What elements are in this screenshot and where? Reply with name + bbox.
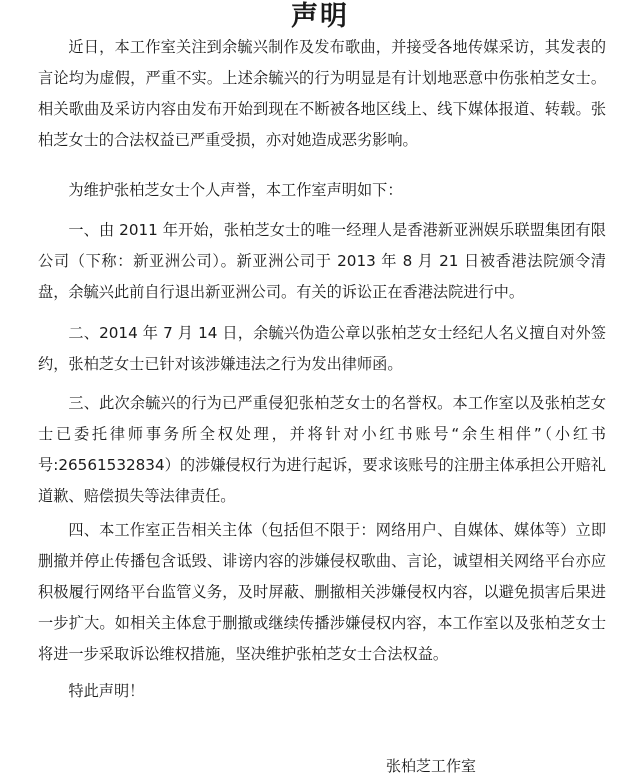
- paragraph-declaration-lead: 为维护张柏芝女士个人声誉，本工作室声明如下：: [68, 181, 403, 199]
- paragraph-item-4: 四、本工作室正告相关主体（包括但不限于：网络用户、自媒体、媒体等）立即删撤并停止传播包含诋毁、诽谤内容的涉嫌侵权歌曲、言论，诚望相关网络平台亦应积极履行网络平台监管义务，及时屏蔽、删撤相关涉嫌侵权内容，以避免损害后果进一步扩大。如相关主体怠于删撤或继续传播涉嫌侵权内容，本工作室以及张柏芝女士将进一步采取诉讼维权措施，坚决维护张柏芝女士合法权益。: [38, 521, 606, 663]
- paragraph-item-3: 三、此次余毓兴的行为已严重侵犯张柏芝女士的名誉权。本工作室以及张柏芝女士已委托律师事务所全权处理，并将针对小红书账号“余生相伴”（小红书号:26561532834）的涉嫌侵权行为进行起诉，要求该账号的注册主体承担公开赔礼道歉、赔偿损失等法律责任。: [38, 394, 606, 505]
- document-title: 声明: [291, 1, 349, 32]
- paragraph-intro: 近日，本工作室关注到余毓兴制作及发布歌曲，并接受各地传媒采访，其发表的言论均为虚假，严重不实。上述余毓兴的行为明显是有计划地恶意中伤张柏芝女士。相关歌曲及采访内容由发布开始到现在不断被各地区线上、线下媒体报道、转载。张柏芝女士的合法权益已严重受损，亦对她造成恶劣影响。: [38, 38, 606, 149]
- paragraph-closing: 特此声明！: [68, 682, 145, 700]
- signature: 张柏芝工作室: [386, 757, 477, 775]
- paragraph-item-2: 二、2014 年 7 月 14 日，余毓兴伪造公章以张柏芝女士经纪人名义擅自对外签约，张柏芝女士已针对该涉嫌违法之行为发出律师函。: [38, 324, 606, 373]
- paragraph-item-1: 一、由 2011 年开始，张柏芝女士的唯一经理人是香港新亚洲娱乐联盟集团有限公司（下称：新亚洲公司）。新亚洲公司于 2013 年 8 月 21 日被香港法院颁令清盘，余毓兴此前自行退出新亚洲公司。有关的诉讼正在香港法院进行中。: [38, 221, 606, 301]
